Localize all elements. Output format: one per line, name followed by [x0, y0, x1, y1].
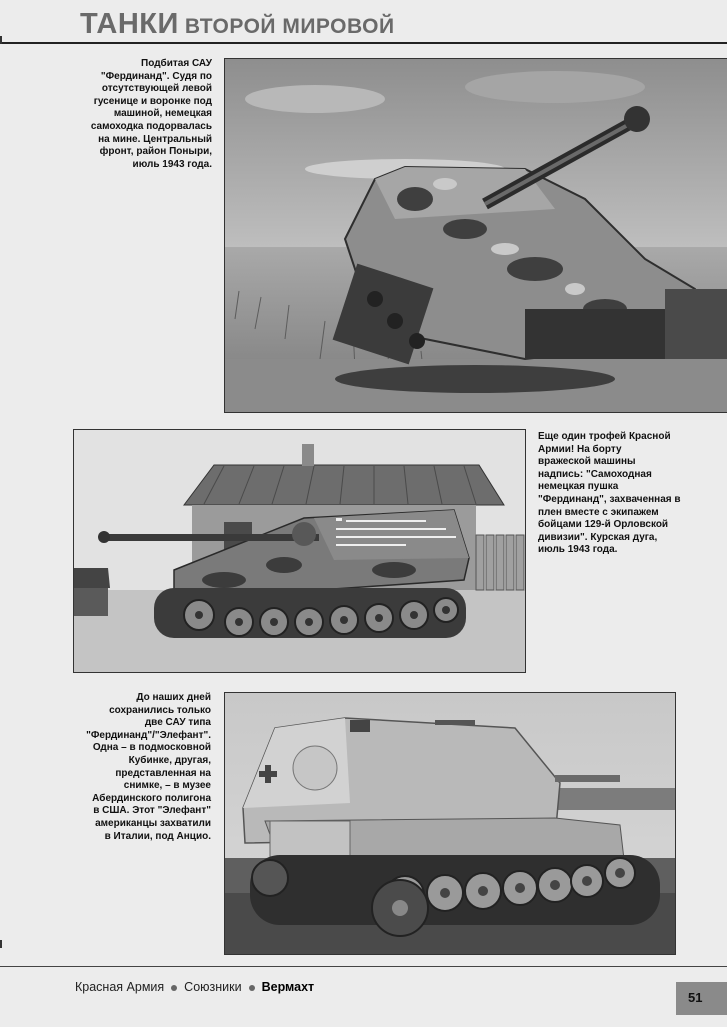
caption-line: фронт, район Поныри, [99, 146, 212, 158]
caption-line: представленная на [115, 767, 211, 779]
caption-line: "Фердинанд"/"Элефант". [86, 729, 211, 741]
caption-line: отсутствующей левой [101, 83, 212, 95]
caption-line: на мине. Центральный [98, 133, 212, 145]
caption-surviving-elefant [78, 692, 211, 843]
caption-line: в США. Этот "Элефант" [93, 805, 211, 817]
caption-line: Кубинке, другая, [128, 754, 211, 766]
caption-line: Армии! На борту [538, 443, 622, 455]
photo-elefant-museum-image [225, 693, 675, 954]
caption-line: июль 1943 года. [538, 544, 618, 556]
caption-line: американцы захватили [95, 817, 211, 829]
caption-line: самоходка подорвалась [90, 120, 212, 132]
crop-mark [0, 940, 2, 948]
caption-line: машиной, немецкая [113, 108, 212, 120]
photo-captured-ferdinand [73, 429, 526, 673]
running-title [80, 8, 395, 41]
caption-line: Одна – в подмосковной [92, 742, 211, 754]
caption-line: две САУ типа [144, 717, 211, 729]
caption-line: "Фердинанд". Судя по [100, 70, 212, 82]
caption-line: надпись: "Самоходная [538, 468, 652, 480]
caption-line: Еще один трофей Красной [538, 431, 671, 442]
photo-captured-ferdinand-image [74, 430, 525, 672]
caption-line: До наших дней [136, 692, 211, 703]
bullet-icon [249, 985, 255, 991]
caption-line: гусенице и воронке под [93, 95, 212, 107]
caption-line: плен вместе с экипажем [538, 506, 659, 518]
running-title-sub: ВТОРОЙ МИРОВОЙ [184, 15, 395, 38]
header-rule [0, 42, 727, 44]
caption-line: дивизии". Курская дуга, [538, 531, 658, 543]
caption-line: бойцами 129-й Орловской [538, 519, 669, 531]
page-number: 51 [688, 990, 703, 1005]
nav-item-allies: Союзники [184, 980, 242, 994]
caption-line: сохранились только [109, 704, 211, 716]
page-number-box [676, 982, 727, 1015]
photo-elefant-museum [224, 692, 676, 955]
caption-line: Абердинского полигона [92, 792, 211, 804]
caption-line: Подбитая САУ [141, 58, 212, 69]
page-header [0, 0, 727, 44]
running-title-main: ТАНКИ [80, 8, 179, 40]
caption-line: немецкая пушка [538, 481, 619, 493]
crop-mark [0, 36, 2, 44]
bullet-icon [171, 985, 177, 991]
section-navigation [75, 980, 314, 994]
caption-line: снимке, – в музее [123, 780, 211, 792]
caption-captured-trophy [538, 431, 688, 557]
nav-item-wehrmacht: Вермахт [261, 980, 315, 994]
nav-item-red-army: Красная Армия [75, 980, 165, 994]
photo-ferdinand-in-field-image [225, 59, 727, 412]
photo-ferdinand-in-field [224, 58, 727, 413]
caption-line: июль 1943 года. [132, 158, 212, 170]
caption-ferdinand-destroyed [88, 58, 212, 171]
footer-rule [0, 966, 727, 967]
caption-line: в Италии, под Анцио. [104, 830, 211, 842]
caption-line: "Фердинанд", захваченная в [538, 493, 681, 505]
caption-line: вражеской машины [538, 456, 636, 468]
